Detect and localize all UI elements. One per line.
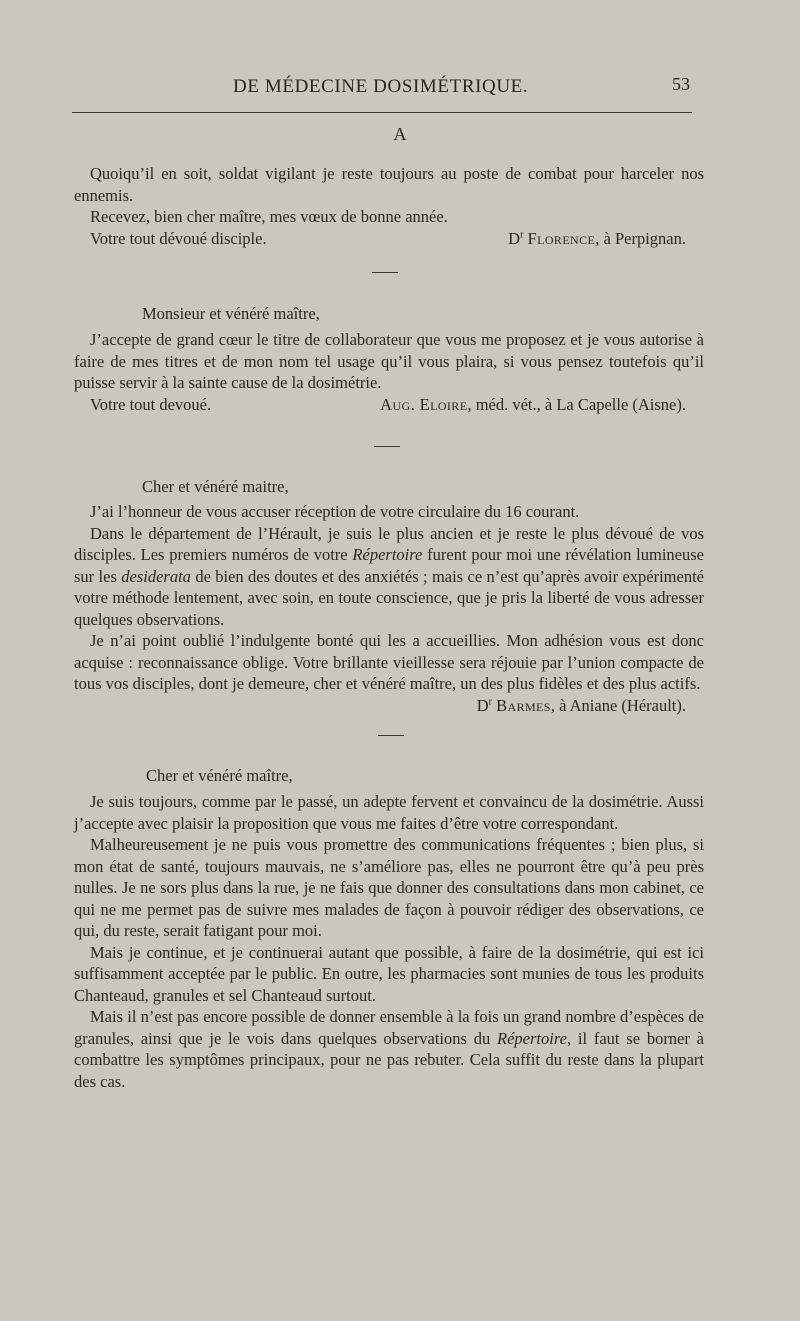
letter-4-paragraph: Malheureusement je ne puis vous promettre des communications fréquentes ; bien plus, si mon état de santé, toujours mauvais, ne s’améliore pas, elles ne pourront être qu’à peu près nulles. Je ne sors plus dans la rue, je ne fais que donner des consultations dans mon cabinet, ce qui ne me permet pas de suivre mes malades de façon à pouvoir rédiger des observations, ce qui, du reste, serait fatigant pour moi. — [74, 835, 704, 940]
page-number: 53 — [672, 74, 690, 94]
section-separator — [378, 735, 404, 736]
letter-1-closing: Votre tout dévoué disciple. — [90, 228, 267, 248]
letter-2 — [74, 329, 704, 415]
letter-3-salutation: Cher et vénéré maitre, — [142, 477, 289, 496]
text-run: , il faut se borner à combattre les symptômes principaux, pour ne pas rebuter. Cela suffit du reste dans la plupart des cas. — [74, 1028, 704, 1091]
running-head — [0, 76, 800, 100]
letter-3 — [74, 501, 704, 716]
letter-4-paragraph: Je suis toujours, comme par le passé, un adepte fervent et convaincu de la dosimétrie. Aussi j’accepte avec plaisir la proposition que vous me faites d’être votre correspondant. — [74, 792, 704, 833]
signature-name: Florence — [527, 228, 596, 248]
text-run: de bien des doutes et des anxiétés ; mais ce n’est qu’après avoir expérimenté votre méthode lentement, avec soin, en toute conscience, que je pris la liberté de vous adresser quelques observations. — [74, 566, 704, 629]
header-rule — [72, 112, 692, 113]
letter-3-paragraph: Je n’ai point oublié l’indulgente bonté qui les a accueillies. Mon adhésion vous est donc acquise : reconnaissance oblige. Votre brillante vieillesse sera réjouie par l’union compacte de tous vos disciples, dont je demeure, cher et vénéré maître, un des plus fidèles et des plus actifs. — [74, 631, 704, 693]
letter-3-paragraph — [74, 523, 704, 631]
section-separator — [372, 272, 398, 273]
signature-place: , à Aniane (Hérault). — [550, 695, 686, 715]
letter-2-closing-row — [74, 394, 704, 416]
letter-1-closing-row — [74, 228, 704, 250]
section-separator — [374, 446, 400, 447]
signature-title-sup: r — [520, 229, 524, 240]
letter-1-paragraph: Quoiqu’il en soit, soldat vigilant je reste toujours au poste de combat pour harceler nos ennemis. — [74, 164, 704, 205]
letter-4-paragraph — [74, 1006, 704, 1092]
running-title: DE MÉDECINE DOSIMÉTRIQUE. — [233, 76, 529, 97]
text-run: Dans le département de l’Hérault, je suis le plus ancien et je reste le plus dévoué de vos disciples. Les premiers numéros de votre — [74, 523, 704, 564]
letter-2-paragraph: J’accepte de grand cœur le titre de collaborateur que vous me proposez et je vous autorise à faire de mes titres et de mon nom tel usage qu’il vous plaira, si vous pensez toutefois qu’il puisse servir à la sainte cause de la dosimétrie. — [74, 330, 704, 392]
letter-4-paragraph: Mais je continue, et je continuerai autant que possible, à faire de la dosimétrie, qui est ici suffisamment acceptée par le public. En outre, les pharmacies sont munies de tous les produits Chanteaud, granules et sel Chanteaud surtout. — [74, 942, 704, 1005]
signature-place: , méd. vét., à La Capelle (Aisne). — [467, 394, 686, 414]
italic-title: Répertoire — [497, 1028, 567, 1048]
letter-2-closing: Votre tout devoué. — [90, 394, 212, 414]
letter-3-signature — [477, 695, 686, 717]
italic-title: Répertoire — [352, 545, 423, 564]
letter-3-paragraph: J’ai l’honneur de vous accuser réception de votre circulaire du 16 courant. — [90, 502, 580, 521]
signature-mark: A — [393, 124, 407, 144]
letter-3-closing-row — [74, 695, 704, 717]
text-run: Mais il n’est pas encore possible de donner ensemble à la fois un grand nombre d’espèces de granules, ainsi que je le vois dans quelques observations du — [74, 1007, 704, 1048]
text-run: furent pour moi une révélation lumineuse sur les — [74, 545, 704, 586]
signature-title-sup: r — [488, 696, 492, 707]
letter-1-paragraph: Recevez, bien cher maître, mes vœux de bonne année. — [90, 207, 448, 226]
letter-4 — [74, 791, 704, 1092]
letter-1-signature — [508, 228, 686, 250]
signature-place: , à Perpignan. — [595, 228, 686, 248]
letter-1 — [74, 163, 704, 249]
letter-4-salutation: Cher et vénéré maître, — [146, 766, 293, 785]
letter-2-salutation: Monsieur et vénéré maître, — [142, 304, 320, 323]
signature-name: Aug. Eloire — [380, 394, 468, 414]
letter-2-signature — [380, 394, 686, 416]
signature-title: D — [476, 695, 489, 715]
signature-title: D — [508, 228, 521, 248]
italic-term: desiderata — [121, 566, 191, 586]
signature-name: Barmes — [496, 695, 551, 715]
